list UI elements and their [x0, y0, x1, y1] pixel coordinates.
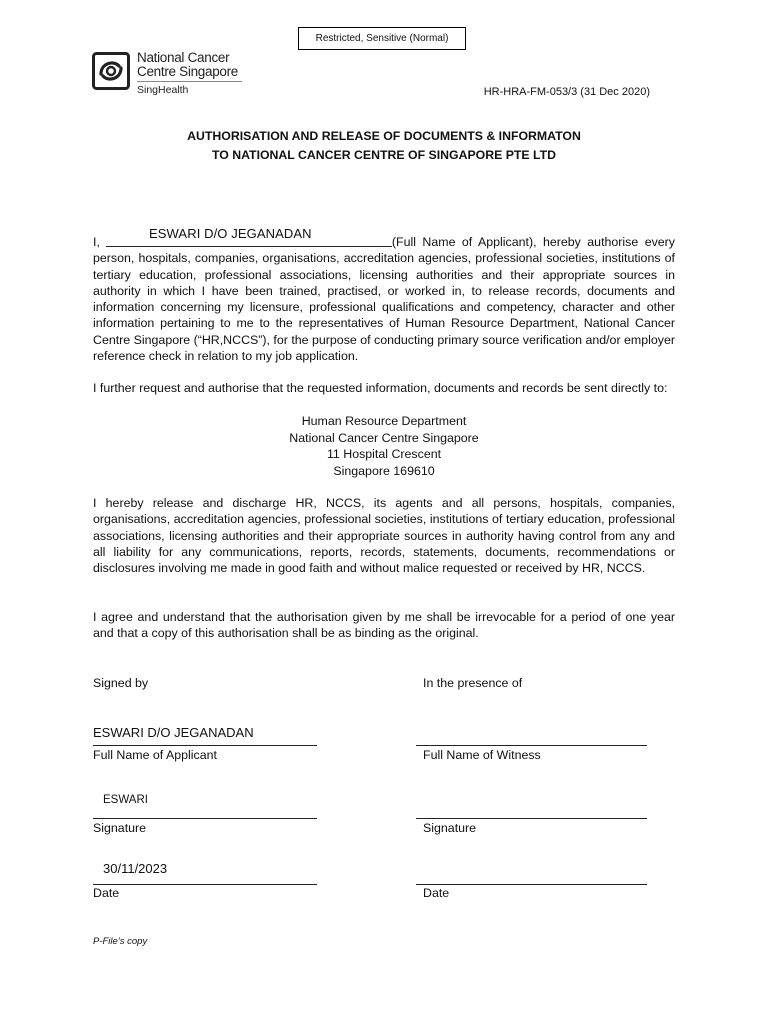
applicant-signature-value[interactable]: ESWARI [103, 794, 148, 806]
title-line-1: AUTHORISATION AND RELEASE OF DOCUMENTS & INFORMATON [187, 129, 581, 143]
title-line-2: TO NATIONAL CANCER CENTRE OF SINGAPORE PTE LTD [211, 148, 557, 162]
applicant-name-filled[interactable]: ESWARI D/O JEGANADAN [149, 226, 312, 241]
witness-name-line[interactable] [416, 745, 647, 746]
authorisation-body: person, hospitals, companies, organisations, accreditation agencies, professional societies, institutions of tertiary education, professional associations, licensing authorities and their appropriate sources in authority in which I have been trained, practised, or worked in, to release records, documents and information concerning my licensure, professional qualifications and competency, character and other information pertaining to me to the representatives of Human Resource Department, National Cancer Centre Singapore (“HR,NCCS”), for the purpose of conducting primary source verification and/or employer reference check in relation to my job application. [93, 251, 675, 364]
paragraph-prefix: I, [93, 235, 100, 249]
applicant-date-label: Date [93, 886, 120, 900]
nccs-logo-icon [92, 52, 130, 90]
witness-date-label: Date [423, 886, 450, 900]
applicant-name-blank[interactable] [106, 234, 392, 247]
document-title [92, 127, 676, 165]
witness-date-line[interactable] [416, 884, 647, 885]
release-paragraph: I hereby release and discharge HR, NCCS, its agents and all persons, hospitals, companies, organisations, accreditation agencies, professional societies, institutions of tertiary education, professional associations, licensing authorities and their appropriate sources in authority having control from any and all liability for any communications, reports, records, statements, documents, recommendations or disclosures involving me made in good faith and without malice requested or received by HR, NCCS. [93, 496, 675, 576]
applicant-name-line [93, 745, 317, 746]
address-line-1: Human Resource Department [301, 414, 467, 428]
applicant-date-line [93, 884, 317, 885]
applicant-name-label: Full Name of Applicant [93, 748, 217, 762]
authorisation-paragraph [93, 234, 675, 364]
recipient-address [93, 413, 675, 479]
authorisation-first-line [93, 234, 675, 250]
irrevocable-paragraph: I agree and understand that the authorisation given by me shall be irrevocable for a period of one year and that a copy of this authorisation shall be as binding as the original. [93, 610, 675, 641]
applicant-date-value[interactable]: 30/11/2023 [103, 861, 168, 876]
logo-divider [137, 81, 242, 82]
applicant-full-name-value[interactable]: ESWARI D/O JEGANADAN [93, 725, 254, 740]
request-paragraph: I further request and authorise that the requested information, documents and records be sent directly to: [93, 381, 668, 395]
form-code: HR-HRA-FM-053/3 (31 Dec 2020) [483, 86, 650, 98]
logo-line-1: National Cancer [137, 50, 230, 65]
in-presence-label: In the presence of [423, 676, 523, 690]
applicant-signature-line [93, 818, 317, 819]
signed-by-label: Signed by [93, 676, 149, 690]
witness-signature-line[interactable] [416, 818, 647, 819]
witness-signature-label: Signature [423, 821, 477, 835]
nccs-logo [92, 50, 252, 98]
address-line-3: 11 Hospital Crescent [326, 447, 442, 461]
logo-wordmark [137, 51, 238, 79]
applicant-signature-label: Signature [93, 821, 147, 835]
logo-subtitle: SingHealth [137, 84, 189, 96]
classification-label: Restricted, Sensitive (Normal) [298, 27, 466, 50]
witness-name-label: Full Name of Witness [423, 748, 541, 762]
file-copy-note: P-File’s copy [93, 936, 148, 947]
logo-line-2: Centre Singapore [137, 64, 239, 79]
address-line-2: National Cancer Centre Singapore [289, 430, 479, 445]
address-line-4: Singapore 169610 [333, 463, 435, 478]
paragraph-after-blank: (Full Name of Applicant), hereby authorise every [391, 235, 675, 249]
